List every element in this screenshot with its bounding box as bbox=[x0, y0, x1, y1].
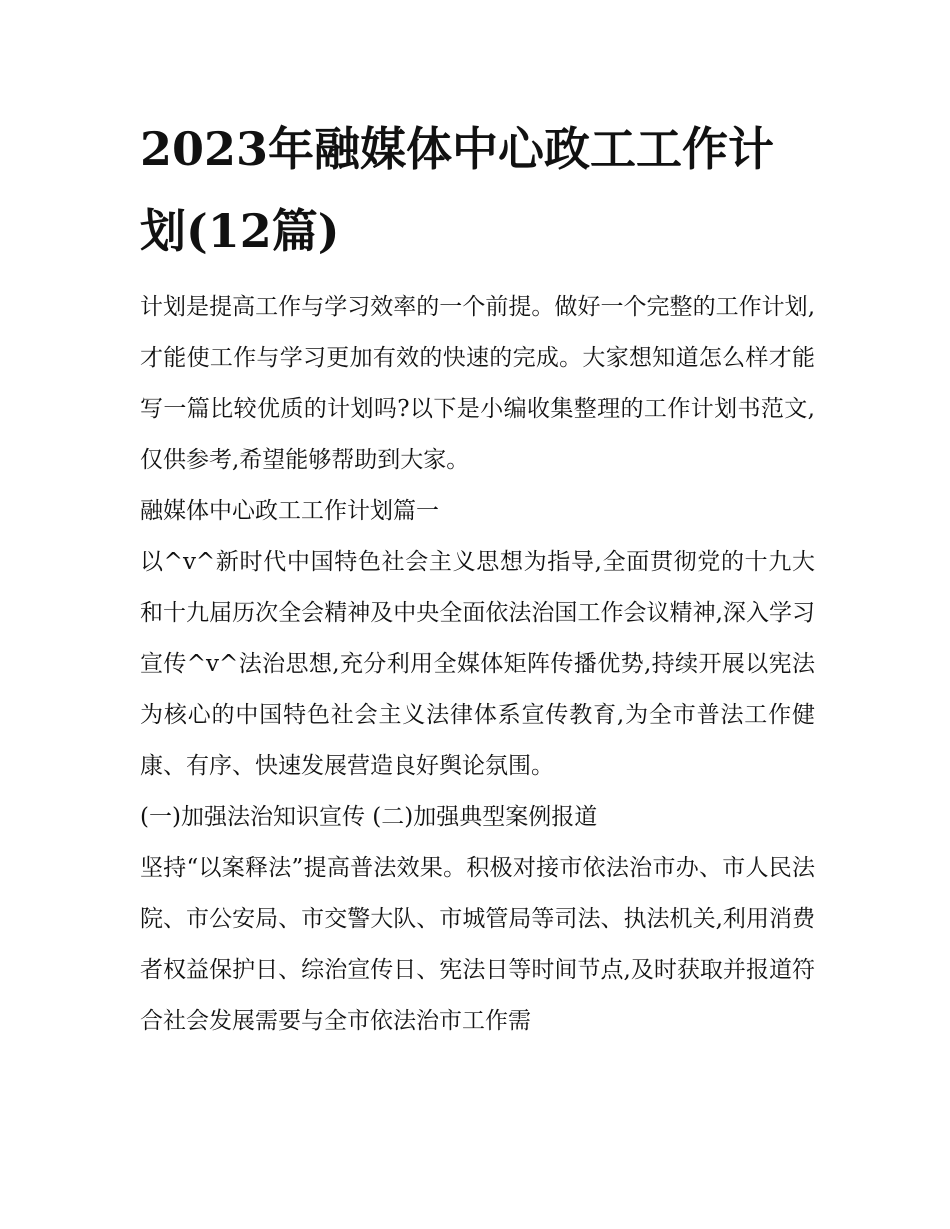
document-title: 2023年融媒体中心政工工作计划(12篇) bbox=[140, 122, 775, 258]
subheadings-line: (一)加强法治知识宣传 (二)加强典型案例报道 bbox=[140, 804, 598, 830]
section-heading: 融媒体中心政工工作计划篇一 bbox=[140, 498, 439, 524]
paragraph-1: 以^v^新时代中国特色社会主义思想为指导,全面贯彻党的十九大和十九届历次全会精神及中央全面依法治国工作会议精神,深入学习宣传^v^法治思想,充分利用全媒体矩阵传播优势,持续开展以宪法为核心的中国特色社会主义法律体系宣传教育,为全市普法工作健康、有序、快速发展营造良好舆论氛围。 bbox=[140, 549, 815, 779]
document-page bbox=[140, 108, 815, 1047]
paragraph-2: 坚持“以案释法”提高普法效果。积极对接市依法治市办、市人民法院、市公安局、市交警大队、市城管局等司法、执法机关,利用消费者权益保护日、综治宣传日、宪法日等时间节点,及时获取并报道符合社会发展需要与全市依法治市工作需 bbox=[140, 855, 815, 1034]
intro-paragraph: 计划是提高工作与学习效率的一个前提。做好一个完整的工作计划,才能使工作与学习更加有效的快速的完成。大家想知道怎么样才能写一篇比较优质的计划吗?以下是小编收集整理的工作计划书范文,仅供参考,希望能够帮助到大家。 bbox=[140, 294, 815, 473]
